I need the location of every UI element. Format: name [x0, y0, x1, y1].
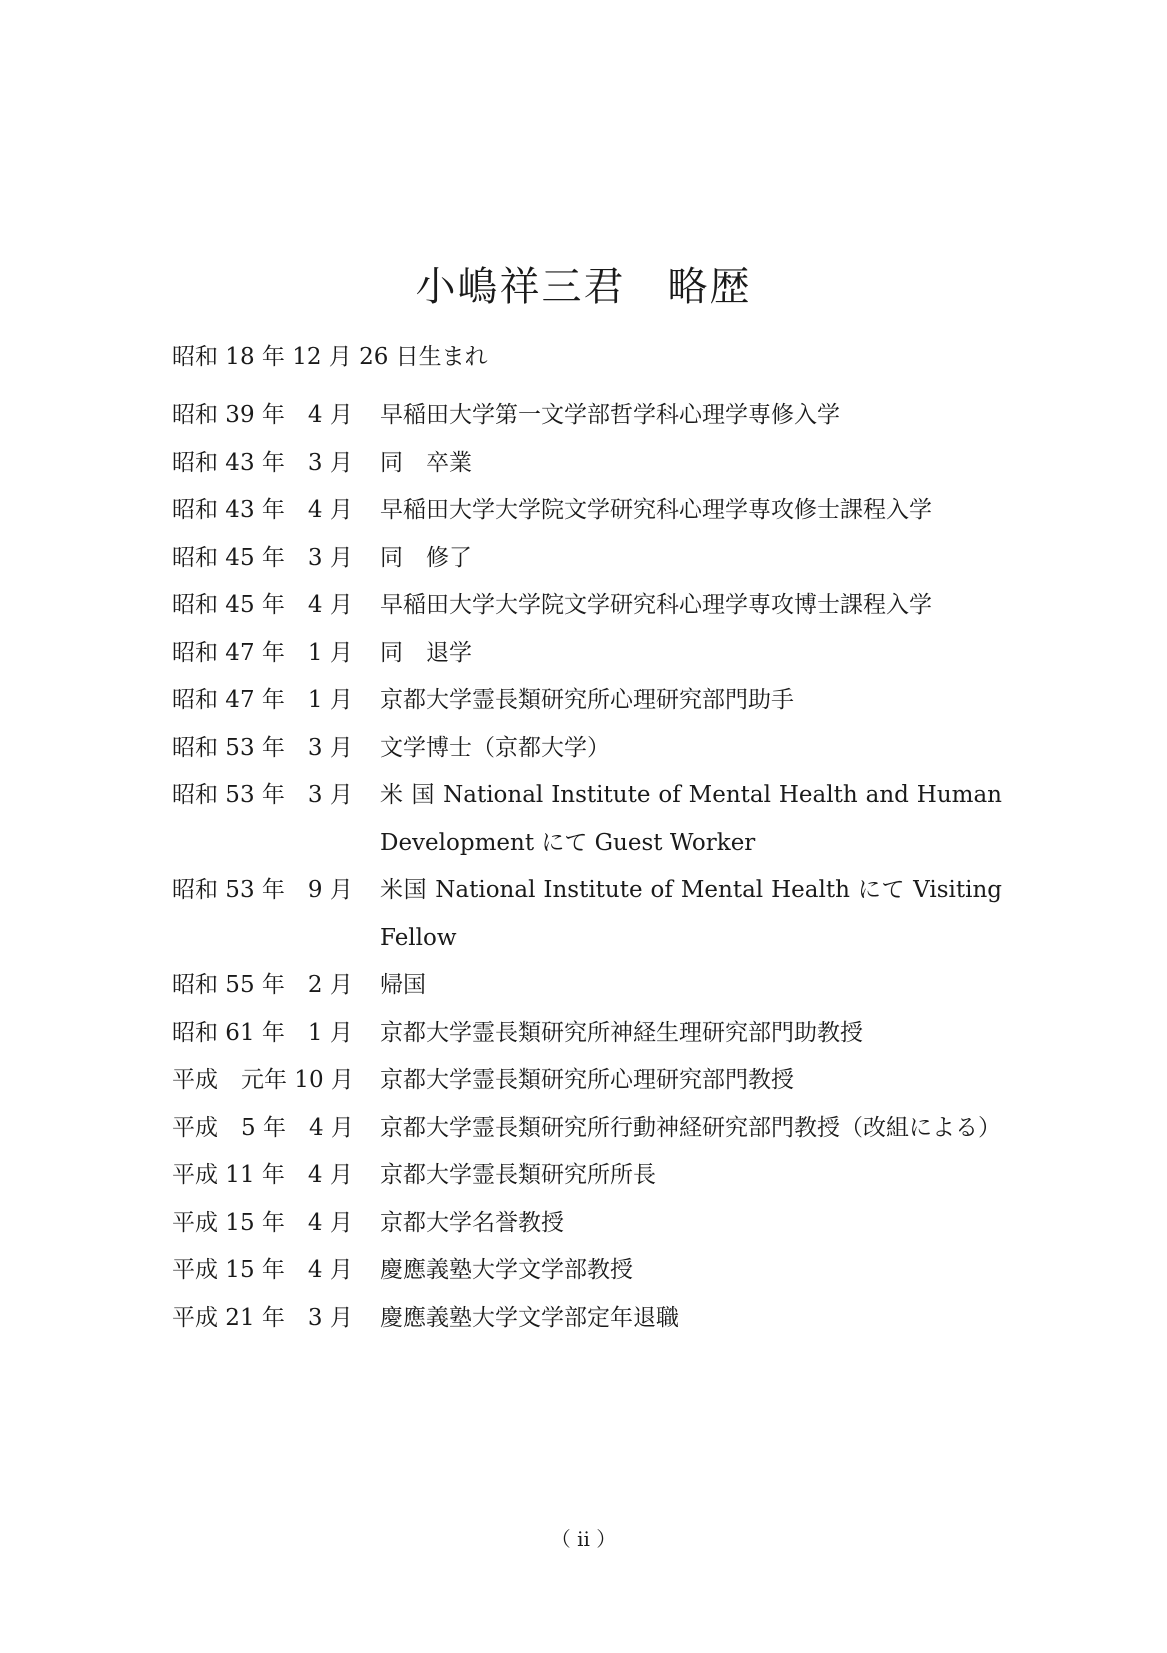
birth-line: 昭和 18 年 12 月 26 日生まれ: [172, 344, 488, 370]
entry-date: 昭和 43 年 3 月: [172, 449, 353, 476]
entry-date: 昭和 39 年 4 月: [172, 402, 353, 428]
entry-date: 平成 5 年 4 月: [172, 1114, 354, 1141]
entry-description: 京都大学霊長類研究所神経生理研究部門助教授: [380, 1019, 863, 1046]
entry-description: 慶應義塾大学文学部定年退職: [380, 1304, 679, 1331]
history-entry: [172, 487, 1002, 535]
entry-date: 昭和 53 年 9 月: [172, 877, 353, 903]
entry-date: 昭和 53 年 3 月: [172, 782, 353, 808]
history-entry: [172, 1295, 1002, 1343]
entry-description: 早稲田大学大学院文学研究科心理学専攻修士課程入学: [380, 497, 932, 523]
entry-description: 帰国: [380, 972, 426, 998]
entry-description: 同 退学: [380, 639, 472, 666]
history-entry: [172, 1152, 1002, 1200]
history-entry: [172, 1247, 1002, 1295]
history-entry: [172, 867, 1002, 962]
career-history: [172, 392, 1002, 1342]
entry-date: 平成 11 年 4 月: [172, 1162, 353, 1188]
entry-date: 昭和 45 年 3 月: [172, 544, 353, 571]
history-entry: [172, 392, 1002, 440]
entry-description: 早稲田大学大学院文学研究科心理学専攻博士課程入学: [380, 592, 932, 618]
entry-description: 文学博士（京都大学）: [380, 734, 610, 761]
entry-date: 平成 15 年 4 月: [172, 1257, 353, 1283]
page-title: 小嶋祥三君 略歴: [415, 263, 752, 310]
entry-description: 同 修了: [380, 544, 472, 571]
history-entry: [172, 1010, 1002, 1058]
entry-description: 慶應義塾大学文学部教授: [380, 1257, 633, 1283]
entry-date: 昭和 61 年 1 月: [172, 1019, 353, 1046]
entry-date: 平成 元年 10 月: [172, 1067, 354, 1093]
entry-description: 京都大学霊長類研究所行動神経研究部門教授（改組による）: [380, 1114, 1001, 1141]
history-entry: [172, 440, 1002, 488]
entry-date: 昭和 53 年 3 月: [172, 734, 353, 761]
entry-description: 京都大学霊長類研究所心理研究部門助手: [380, 687, 794, 713]
entry-description: 京都大学霊長類研究所所長: [380, 1162, 656, 1188]
history-entry: [172, 1057, 1002, 1105]
entry-date: 昭和 45 年 4 月: [172, 592, 353, 618]
history-entry: [172, 772, 1002, 867]
history-entry: [172, 1200, 1002, 1248]
entry-description: 米国 National Institute of Mental Health にて Visiting Fellow: [380, 877, 1002, 951]
entry-description: 京都大学霊長類研究所心理研究部門教授: [380, 1067, 794, 1093]
entry-description: 米 国 National Institute of Mental Health and Human Development にて Guest Worker: [380, 782, 1002, 856]
entry-description: 同 卒業: [380, 449, 472, 476]
history-entry: [172, 725, 1002, 773]
history-entry: [172, 582, 1002, 630]
entry-date: 平成 15 年 4 月: [172, 1209, 353, 1236]
entry-description: 京都大学名誉教授: [380, 1209, 564, 1236]
entry-date: 昭和 47 年 1 月: [172, 639, 353, 666]
history-entry: [172, 535, 1002, 583]
entry-date: 昭和 43 年 4 月: [172, 497, 353, 523]
history-entry: [172, 962, 1002, 1010]
history-entry: [172, 677, 1002, 725]
page-number: （ ii ）: [550, 1527, 617, 1551]
entry-date: 昭和 47 年 1 月: [172, 687, 353, 713]
history-entry: [172, 1105, 1002, 1153]
entry-date: 平成 21 年 3 月: [172, 1304, 353, 1331]
entry-description: 早稲田大学第一文学部哲学科心理学専修入学: [380, 402, 840, 428]
history-entry: [172, 630, 1002, 678]
entry-date: 昭和 55 年 2 月: [172, 972, 353, 998]
